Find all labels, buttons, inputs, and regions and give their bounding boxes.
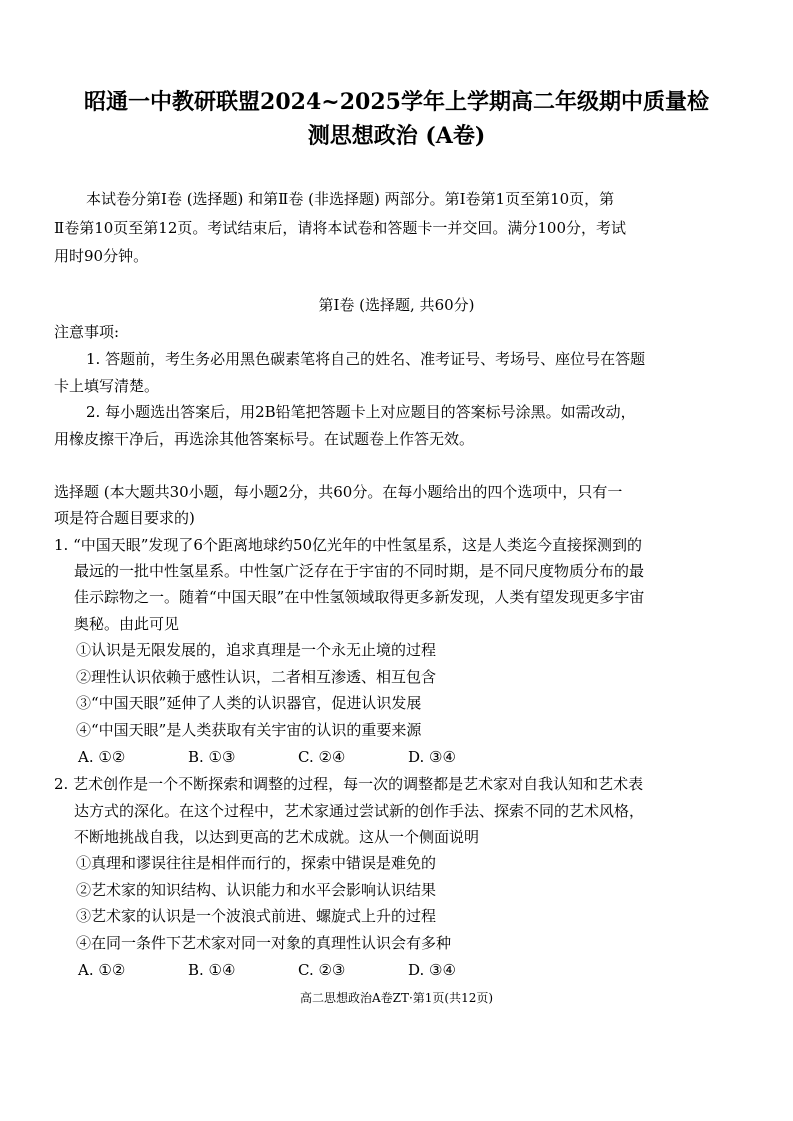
q1-stem-line2: 最远的一批中性氢星系。中性氢广泛存在于宇宙的不同时期，是不同尺度物质分布的最: [74, 562, 645, 580]
section-instruction-line2: 项是符合题目要求的): [54, 509, 195, 527]
note1-line1: 1. 答题前，考生务必用黑色碳素笔将自己的姓名、准考证号、考场号、座位号在答题: [86, 350, 646, 368]
q2-statement-3: ③艺术家的认识是一个波浪式前进、螺旋式上升的过程: [76, 907, 437, 925]
q1-statement-2: ②理性认识依赖于感性认识，二者相互渗透、相互包含: [76, 668, 437, 686]
q2-options: [78, 960, 518, 980]
q1-option-d: D. ③④: [408, 748, 456, 766]
q1-stem-line4: 奥秘。由此可见: [74, 615, 180, 633]
q1-option-a: A. ①②: [78, 748, 126, 766]
note2-line1: 2. 每小题选出答案后，用2B铅笔把答题卡上对应题目的答案标号涂黑。如需改动，: [86, 403, 636, 421]
q2-statement-2: ②艺术家的知识结构、认识能力和水平会影响认识结果: [76, 881, 437, 899]
q1-statement-3: ③“中国天眼”延伸了人类的认识器官，促进认识发展: [76, 694, 422, 712]
q2-stem-line2: 达方式的深化。在这个过程中，艺术家通过尝试新的创作手法、探索不同的艺术风格，: [74, 802, 645, 820]
intro-line2: Ⅱ卷第10页至第12页。考试结束后，请将本试卷和答题卡一并交回。满分100分，考试: [54, 219, 627, 237]
intro-line3: 用时90分钟。: [54, 247, 149, 265]
q2-option-d: D. ③④: [408, 961, 456, 979]
note2-line2: 用橡皮擦干净后，再选涂其他答案标号。在试题卷上作答无效。: [54, 430, 475, 448]
page-footer: 高二思想政治A卷ZT·第1页(共12页): [299, 991, 494, 1005]
q2-stem-line3: 不断地挑战自我，以达到更高的艺术成就。这从一个侧面说明: [74, 828, 480, 846]
q2-option-b: B. ①④: [188, 961, 236, 979]
q1-options: [78, 747, 518, 767]
section-instruction-line1: 选择题 (本大题共30小题，每小题2分，共60分。在每小题给出的四个选项中，只有一: [54, 483, 623, 501]
q2-stem-line1: 2. 艺术创作是一个不断探索和调整的过程，每一次的调整都是艺术家对自我认知和艺术表: [54, 775, 644, 793]
exam-title-line1: 昭通一中教研联盟2024~2025学年上学期高二年级期中质量检: [84, 89, 709, 115]
notes-label: 注意事项:: [54, 323, 120, 341]
q1-option-b: B. ①③: [188, 748, 236, 766]
q1-stem-line1: 1. “中国天眼”发现了6个距离地球约50亿光年的中性氢星系，这是人类迄今直接探测到的: [54, 536, 643, 554]
q1-stem-line3: 佳示踪物之一。随着“中国天眼”在中性氢领域取得更多新发现，人类有望发现更多宇宙: [74, 588, 645, 606]
q1-statement-1: ①认识是无限发展的，追求真理是一个永无止境的过程: [76, 641, 437, 659]
q1-option-c: C. ②④: [298, 748, 346, 766]
q2-statement-1: ①真理和谬误往往是相伴而行的，探索中错误是难免的: [76, 854, 437, 872]
part1-heading: 第Ⅰ卷 (选择题, 共60分): [318, 296, 475, 314]
q1-statement-4: ④“中国天眼”是人类获取有关宇宙的认识的重要来源: [76, 721, 422, 739]
q2-option-c: C. ②③: [298, 961, 346, 979]
q2-statement-4: ④在同一条件下艺术家对同一对象的真理性认识会有多种: [76, 934, 452, 952]
exam-title-line2: 测思想政治 (A卷): [307, 123, 486, 149]
intro-line1: 本试卷分第Ⅰ卷 (选择题) 和第Ⅱ卷 (非选择题) 两部分。第Ⅰ卷第1页至第10页，第: [86, 190, 615, 208]
note1-line2: 卡上填写清楚。: [54, 377, 160, 395]
q2-option-a: A. ①②: [78, 961, 126, 979]
